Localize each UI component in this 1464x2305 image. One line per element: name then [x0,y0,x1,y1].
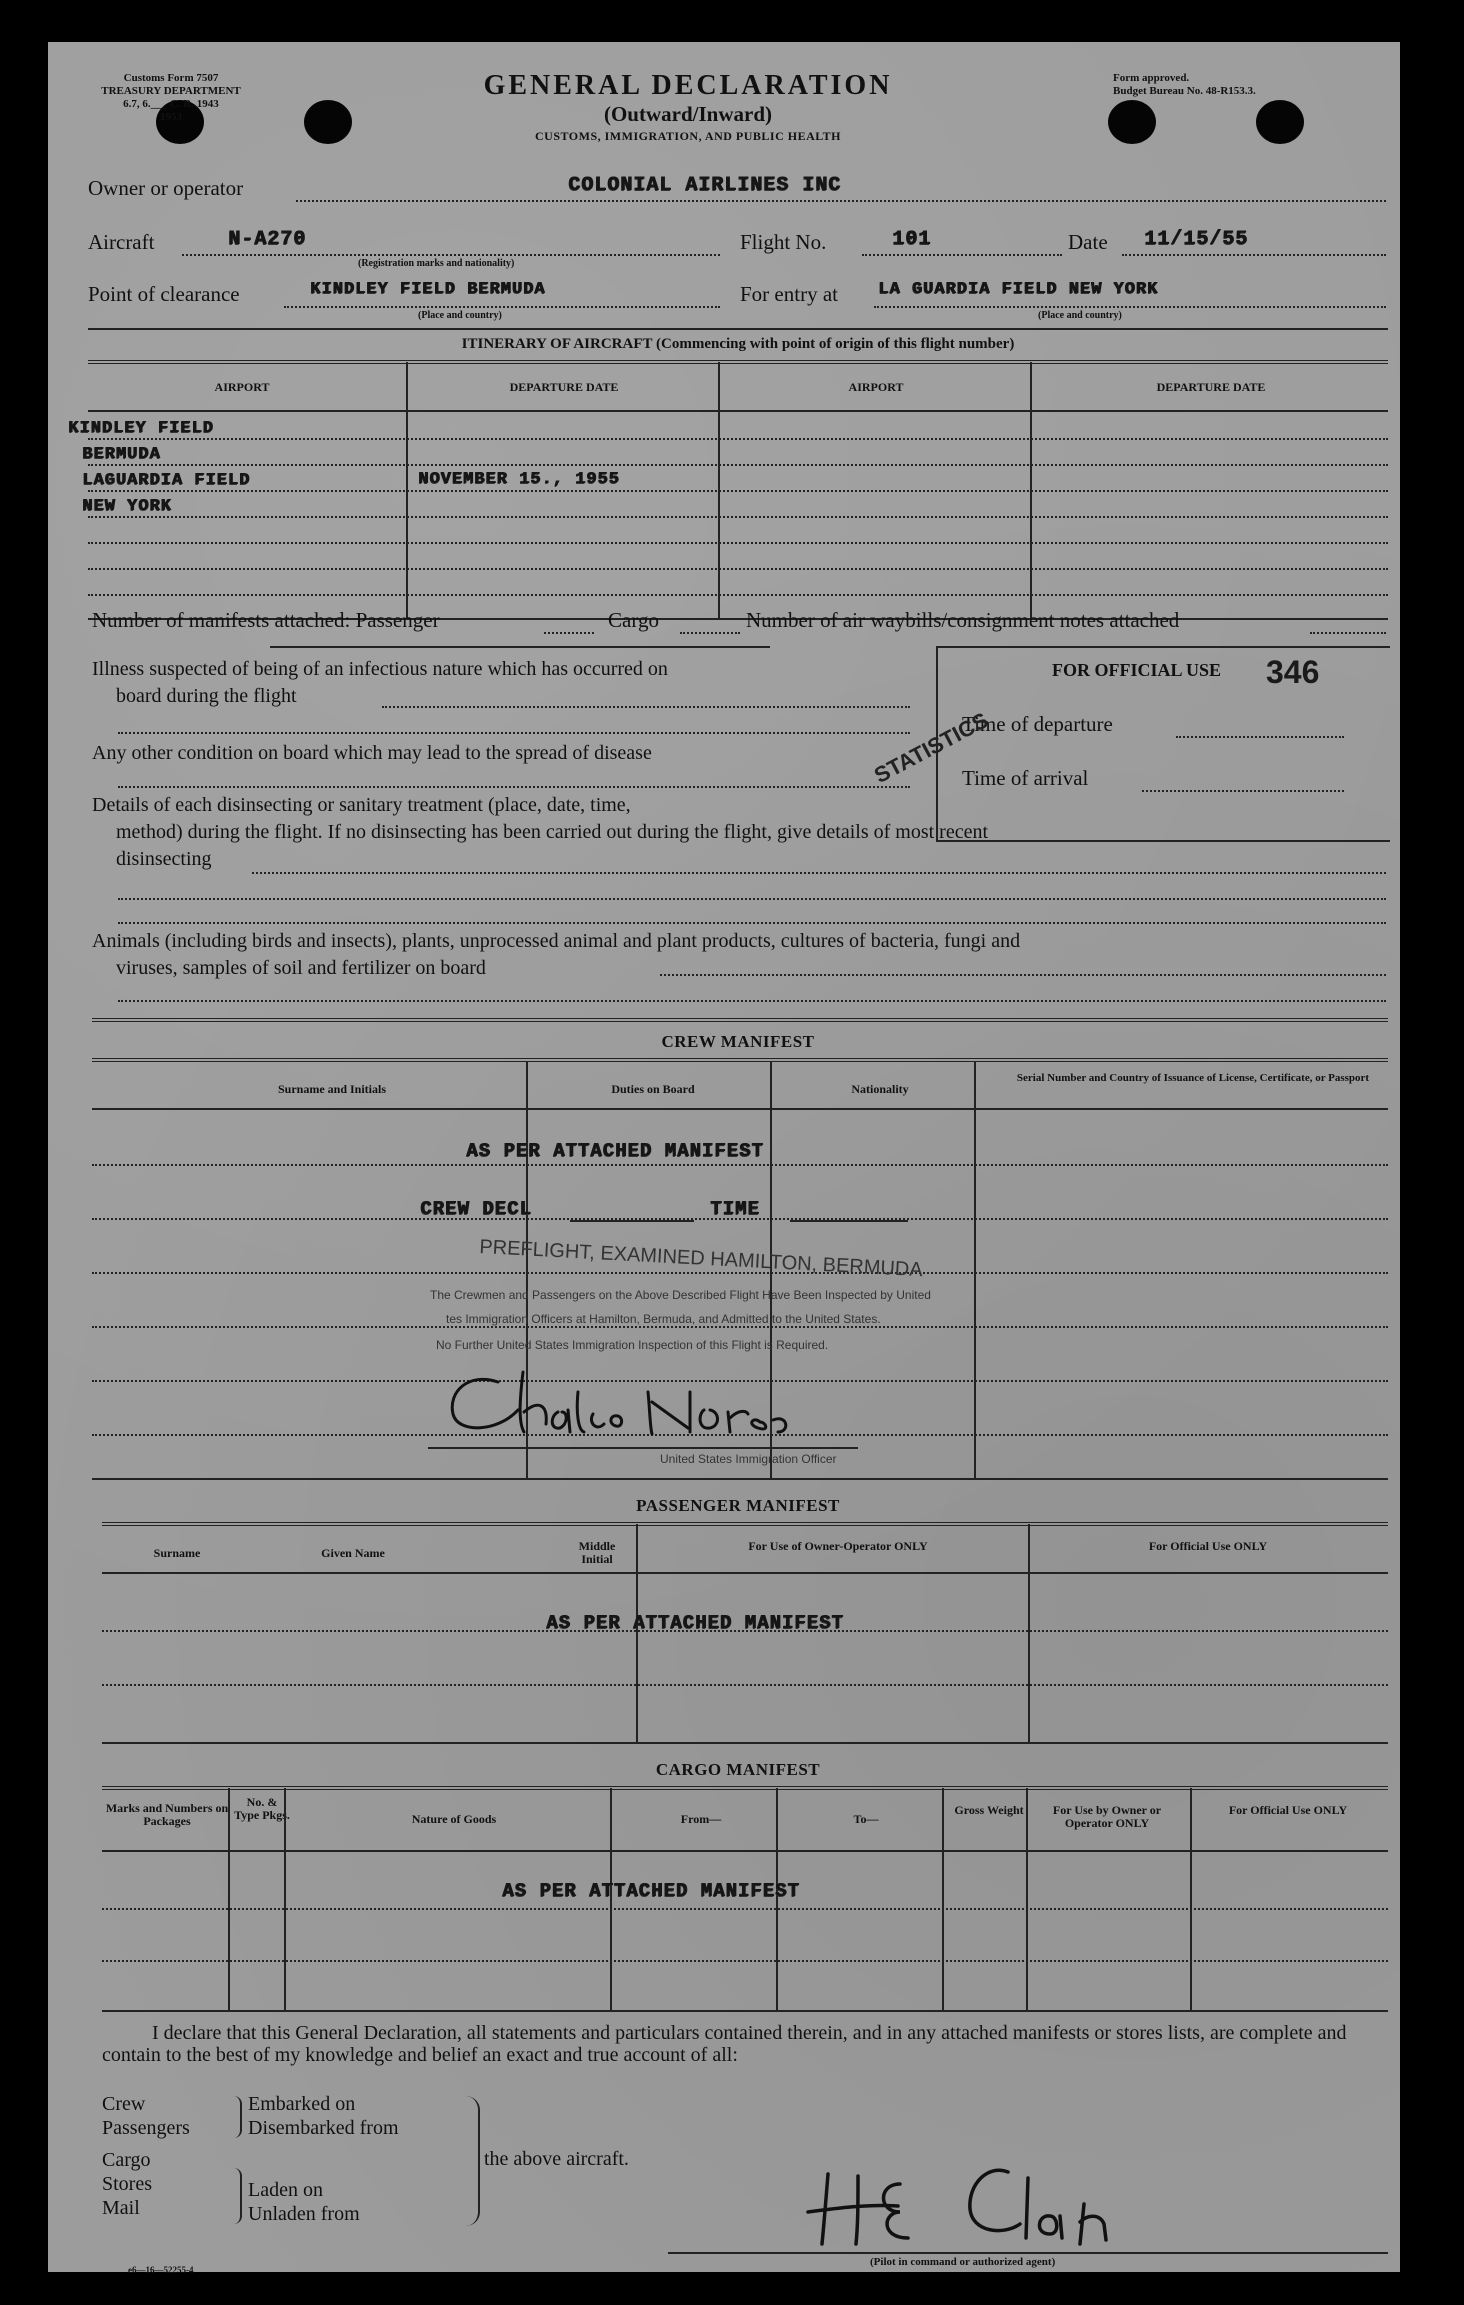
entry-label: For entry at [740,282,838,306]
crew-col-surname: Surname and Initials [277,1082,387,1096]
col-line [636,1524,638,1744]
waybills-label: Number of air waybills/consignment notes attached [746,608,1180,632]
divider [92,1018,1388,1022]
manifests-passenger-label: Number of manifests attached: Passenger [92,608,440,632]
divider [88,328,1388,330]
itinerary-airports [68,416,250,520]
cargo-col-packages: No. & Type Pkgs. [234,1795,290,1822]
flight-label: Flight No. [740,230,827,254]
item-crew: Crew [102,2093,146,2115]
cargo-col-official-use: For Official Use ONLY [1228,1803,1348,1817]
row-line [88,594,1388,596]
time-arrival-label: Time of arrival [962,766,1089,790]
declaration-form [48,42,1400,2275]
itinerary-col-departure: DEPARTURE DATE [509,380,619,394]
divider [88,360,1388,364]
punch-hole [304,100,352,144]
passenger-count-line [544,632,594,634]
divider [92,1058,1388,1062]
item-mail: Mail [102,2197,140,2219]
col-line [228,1788,230,2012]
illness-question [92,656,912,710]
preflight-stamp: PREFLIGHT, EXAMINED HAMILTON, BERMUDA [478,1236,924,1282]
animals-text-1: Animals (including birds and insects), plants, unprocessed animal and plant products, cultures of bacteria, fungi and [92,930,1021,952]
disinsecting-text-3: disinsecting [116,848,212,870]
condition-line [118,786,910,788]
cargo-col-nature: Nature of Goods [411,1812,497,1826]
laden-options [248,2178,360,2226]
divider [92,1108,1388,1110]
time-arrival-line [1142,790,1344,792]
flight-line [862,254,1062,256]
form-identifier: Customs Form 7507 TREASURY DEPARTMENT 6.7, 6.___ C. R. 1943 1953 [101,72,241,123]
row-line [102,1960,1388,1962]
crew-decl-label: CREW DECL [420,1198,532,1220]
cargo-col-to: To— [853,1812,879,1826]
itinerary-airport-4: NEW YORK [82,497,172,516]
footer-code: e6—16—52255-4 [128,2265,194,2275]
immigration-officer-label: United States Immigration Officer [660,1452,837,1466]
passenger-col-surname: Surname [153,1546,201,1560]
itinerary-col-airport: AIRPORT [214,380,270,394]
pilot-label: (Pilot in command or authorized agent) [870,2256,1056,2268]
row-line [88,568,1388,570]
clearance-note: (Place and country) [418,310,502,321]
embarked-on: Embarked on [248,2093,356,2115]
col-line [1190,1788,1192,2012]
aircraft-value: N-A270 [228,228,307,251]
budget-approval: Form approved. Budget Bureau No. 48-R153.3. [1113,72,1256,97]
form-agencies: CUSTOMS, IMMIGRATION, AND PUBLIC HEALTH [535,129,841,143]
animals-line [118,1000,1386,1002]
clearance-label: Point of clearance [88,282,240,306]
official-use-number: 346 [1266,654,1320,690]
immigration-officer-signature [428,1352,868,1462]
divider [270,646,770,648]
divider [102,1522,1388,1526]
animals-text-2: viruses, samples of soil and fertilizer on board [116,957,486,979]
cargo-count-line [680,632,740,634]
clearance-value: KINDLEY FIELD BERMUDA [310,280,546,299]
divider [102,1742,1388,1744]
laden-on: Laden on [248,2179,323,2201]
brace [466,2096,480,2226]
itinerary-airport-3: LAGUARDIA FIELD [82,471,251,490]
entry-note: (Place and country) [1038,310,1122,321]
col-line [1026,1788,1028,2012]
illness-text-1: Illness suspected of being of an infectious nature which has occurred on [92,658,668,680]
other-condition-question: Any other condition on board which may lead to the spread of disease [92,742,652,764]
row-line [102,1684,1388,1686]
statistics-stamp: STATISTICS [870,707,993,789]
itinerary-title: ITINERARY OF AIRCRAFT (Commencing with point of origin of this flight number) [461,336,1015,352]
waybills-line [1310,632,1386,634]
brace [232,2168,242,2224]
crew-manifest-title: CREW MANIFEST [661,1032,815,1051]
brace [232,2096,242,2138]
crew-time-line [790,1220,908,1222]
itinerary-airport-1: KINDLEY FIELD [68,419,214,438]
cargo-col-marks: Marks and Numbers on Packages [105,1801,229,1828]
passenger-col-middle-initial: Middle Initial [578,1539,616,1566]
divider [102,1786,1388,1790]
divider [102,1572,1388,1574]
disembarked-from: Disembarked from [248,2117,399,2139]
aircraft-line [182,254,720,256]
cargo-col-from: From— [680,1812,722,1826]
disinsecting-text-2: method) during the flight. If no disinsecting has been carried out during the flight, give details of most recent [116,821,989,843]
embark-options [248,2092,399,2140]
declaration-text: I declare that this General Declaration, all statements and particulars contained therein, and in any attached manifests or stores lists, are complete and contain to the best of my knowledge and belief an exact and true account of all: [102,2022,1347,2066]
item-passengers: Passengers [102,2117,190,2139]
official-use-title: FOR OFFICIAL USE [1052,660,1222,680]
time-departure-line [1176,736,1344,738]
clearance-line [284,306,720,308]
crew-col-nationality: Nationality [851,1082,909,1096]
row-line [88,542,1388,544]
itinerary-departure-date: NOVEMBER 15., 1955 [418,470,620,489]
divider [102,1850,1388,1852]
owner-value: COLONIAL AIRLINES INC [568,174,842,197]
disinsecting-line [118,898,1386,900]
aircraft-label: Aircraft [88,230,155,254]
itinerary-airport-2: BERMUDA [82,445,161,464]
disinsecting-question [92,792,988,873]
col-line [284,1788,286,2012]
itinerary-col-airport-2: AIRPORT [848,380,904,394]
disinsecting-line [252,872,1386,874]
flight-value: 101 [892,228,932,251]
col-line [942,1788,944,2012]
divider [92,1478,1388,1480]
date-label: Date [1068,230,1108,254]
passenger-col-owner-use: For Use of Owner-Operator ONLY [748,1539,928,1553]
form-subtitle: (Outward/Inward) [603,102,772,126]
row-line [92,1326,1388,1328]
row-line [102,1908,1388,1910]
stamp-text-1: The Crewmen and Passengers on the Above Described Flight Have Been Inspected by United [430,1288,931,1302]
punch-hole [1108,100,1156,144]
passenger-as-per-manifest: AS PER ATTACHED MANIFEST [546,1612,844,1634]
stamp-text-2: tes Immigration Officers at Hamilton, Bermuda, and Admitted to the United States. [446,1312,881,1326]
manifests-cargo-label: Cargo [608,608,659,632]
disinsecting-text-1: Details of each disinsecting or sanitary treatment (place, date, time, [92,794,631,816]
entry-line [874,306,1386,308]
crew-as-per-manifest: AS PER ATTACHED MANIFEST [466,1140,764,1162]
cargo-col-owner-use: For Use by Owner or Operator ONLY [1052,1803,1162,1830]
crew-col-serial: Serial Number and Country of Issuance of License, Certificate, or Passport [1016,1072,1370,1084]
cargo-col-gross-weight: Gross Weight [954,1803,1024,1817]
crew-decl-line [570,1220,694,1222]
declaration-items [102,2092,190,2220]
divider [88,410,1388,412]
form-title-block [378,70,998,144]
pilot-signature-line [668,2252,1388,2254]
item-cargo: Cargo [102,2149,151,2171]
passenger-manifest-title: PASSENGER MANIFEST [636,1496,840,1515]
row-line [88,438,1388,440]
passenger-col-official-use: For Official Use ONLY [1148,1539,1268,1553]
illness-line [382,706,910,708]
disinsecting-line [118,922,1386,924]
owner-label: Owner or operator [88,176,244,200]
unladen-from: Unladen from [248,2203,360,2225]
row-line [88,516,1388,518]
time-departure-label: Time of departure [962,712,1113,736]
punch-hole [1256,100,1304,144]
crew-col-duties: Duties on Board [611,1082,695,1096]
itinerary-col-departure-2: DEPARTURE DATE [1156,380,1266,394]
cargo-as-per-manifest: AS PER ATTACHED MANIFEST [502,1880,800,1902]
entry-value: LA GUARDIA FIELD NEW YORK [878,280,1159,299]
illness-line [118,732,910,734]
animals-line [660,974,1386,976]
cargo-manifest-title: CARGO MANIFEST [655,1760,821,1779]
above-aircraft: the above aircraft. [484,2148,629,2170]
row-line [92,1164,1388,1166]
aircraft-note: (Registration marks and nationality) [358,258,515,269]
row-line [88,490,1388,492]
row-line [88,464,1388,466]
divider [102,2010,1388,2012]
owner-line [296,200,1386,202]
stamp-text-3: No Further United States Immigration Inspection of this Flight is Required. [436,1338,829,1352]
illness-text-2: board during the flight [116,685,297,707]
passenger-col-given-name: Given Name [321,1546,385,1560]
item-stores: Stores [102,2173,152,2195]
date-line [1122,254,1386,256]
pilot-signature [788,2154,1208,2254]
form-title: GENERAL DECLARATION [483,70,893,101]
crew-time-label: TIME [710,1198,760,1220]
col-line [974,1062,976,1480]
date-value: 11/15/55 [1144,228,1249,251]
col-line [1028,1524,1030,1744]
